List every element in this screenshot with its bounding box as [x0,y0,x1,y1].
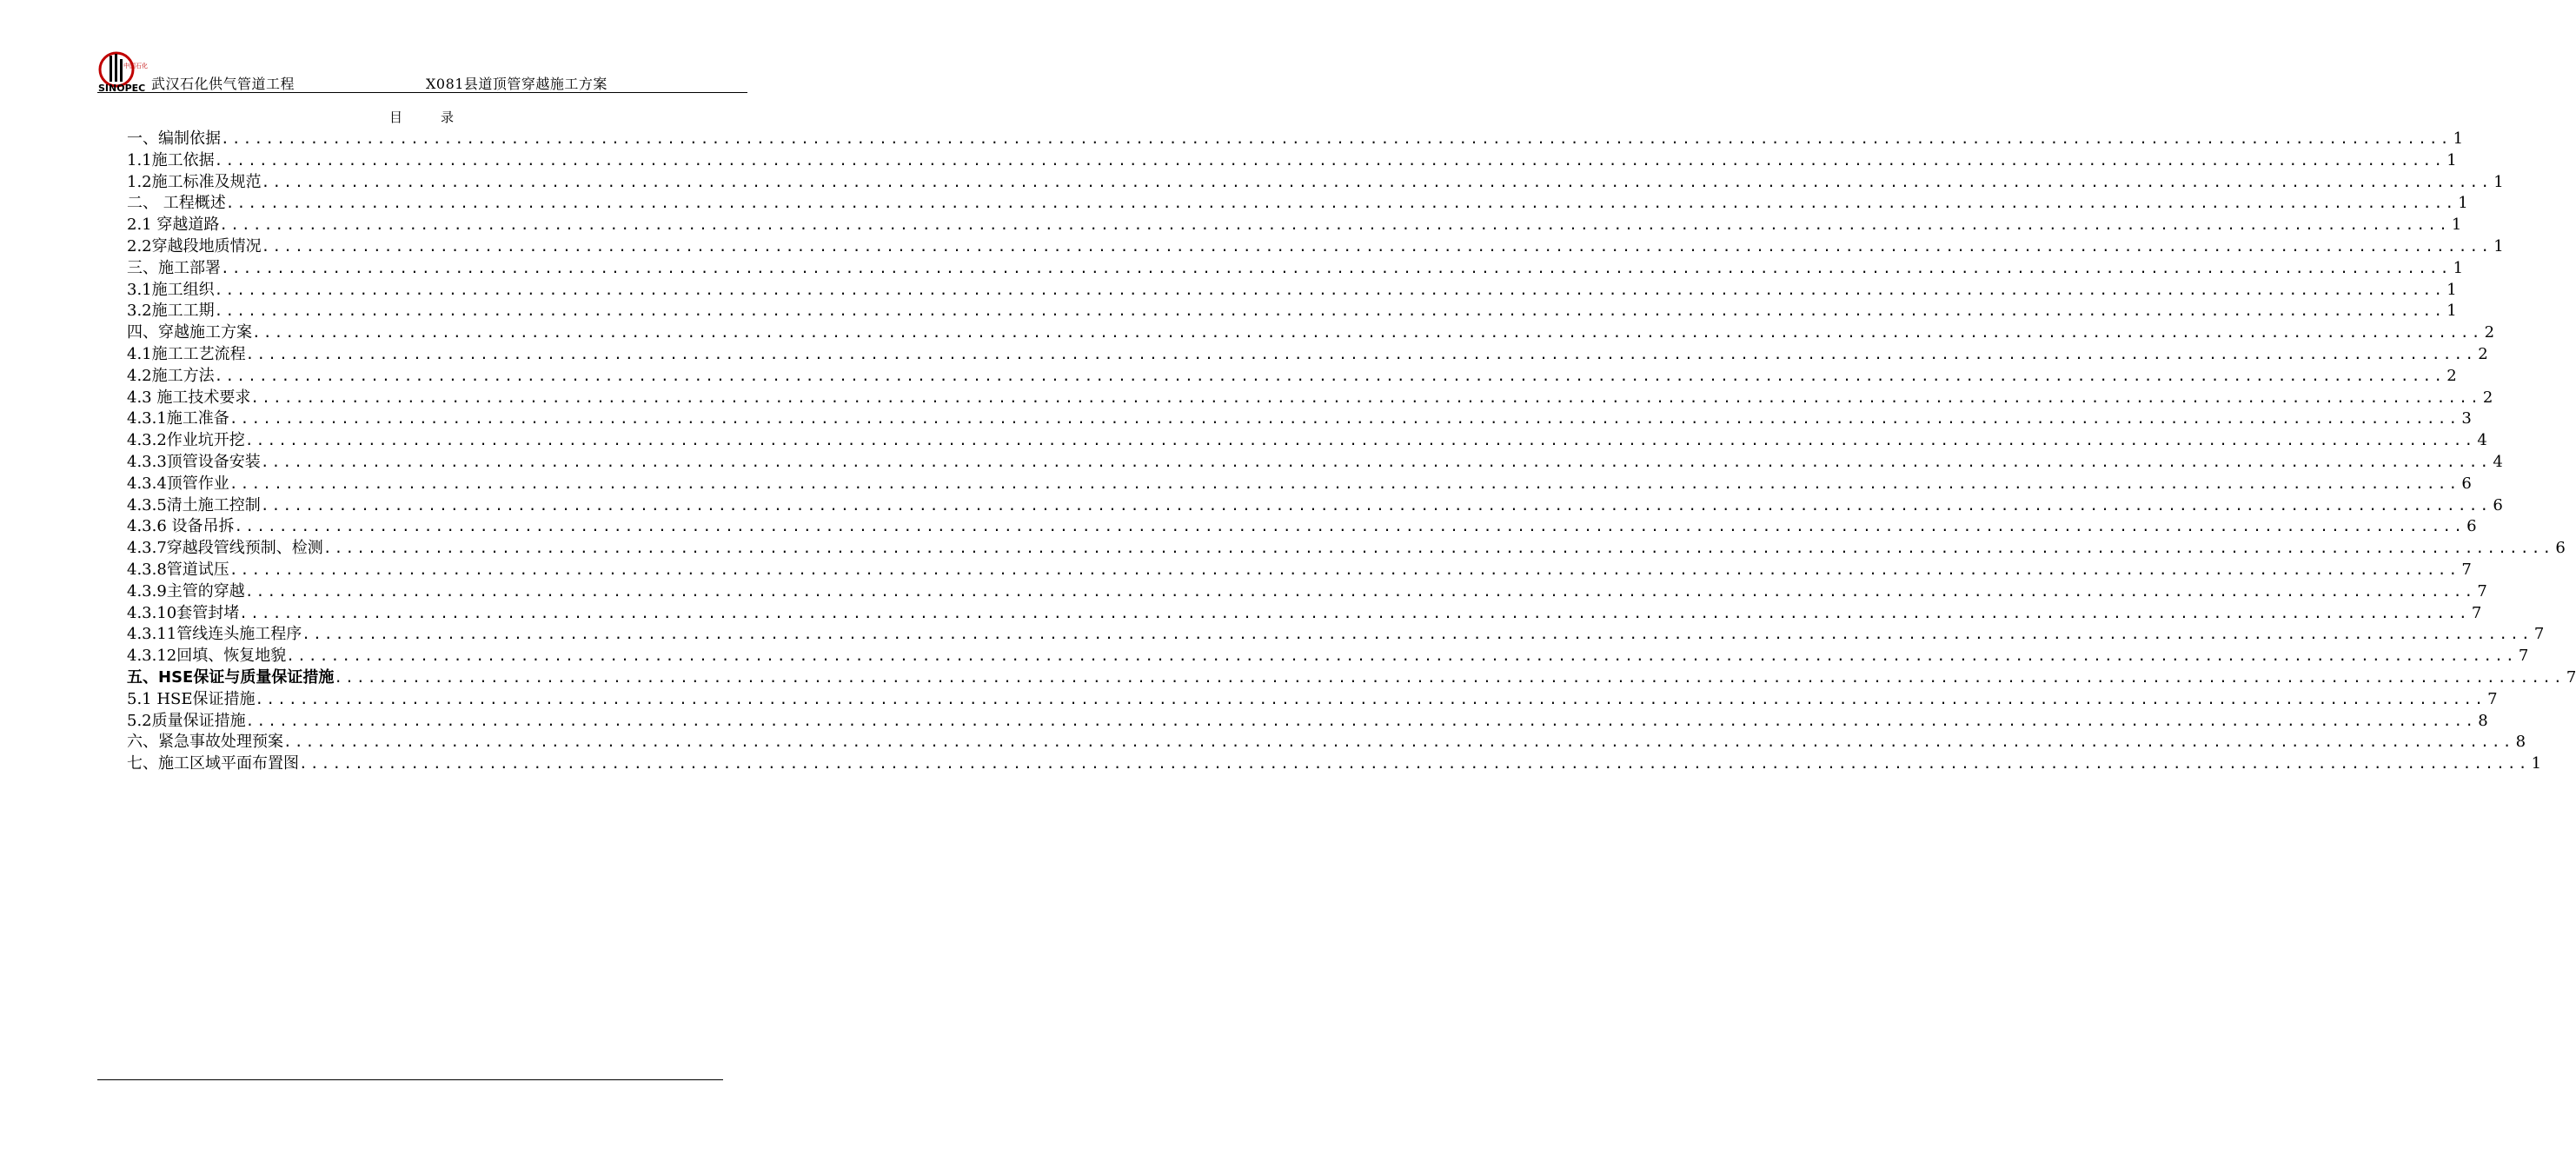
toc-entry-label: 4.3.12回填、恢复地貌 [127,647,287,666]
toc-leader-dots: ........................................................................................................................................................................................................ [239,604,2470,621]
toc-leader-dots: ........................................................................................................................................................................................................ [260,453,2492,470]
toc-entry-label: 1.2施工标准及规范 [127,172,262,191]
toc-page-number: 7 [2533,625,2545,644]
toc-entry-label: 4.3.10套管封堵 [127,603,240,622]
toc-page-number: 1 [2493,172,2504,191]
toc-leader-dots: ........................................................................................................................................................................................................ [322,540,2554,557]
toc-page-number: 2 [2478,344,2488,363]
toc-entry-label: 5.2质量保证措施 [127,711,246,730]
toc-entry-label: 4.3.7穿越段管线预制、检测 [127,539,323,558]
toc-page-number: 1 [2447,302,2457,321]
toc-leader-dots: ........................................................................................................................................................................................................ [214,281,2446,298]
toc-leader-dots: ........................................................................................................................................................................................................ [234,518,2466,535]
toc-entry[interactable] [127,129,2464,150]
toc-page-number: 2 [2447,366,2457,385]
toc-page-number: 7 [2477,581,2487,601]
toc-leader-dots: ........................................................................................................................................................................................................ [283,733,2514,751]
sinopec-logo [97,50,151,92]
toc-leader-dots: ........................................................................................................................................................................................................ [255,690,2486,707]
footer-divider [97,1079,723,1080]
company-name: 武汉石化供气管道工程 [151,76,295,92]
toc-entry[interactable] [127,689,2498,711]
toc-entry-label: 4.3.11管线连头施工程序 [127,625,302,644]
table-of-contents [127,129,2576,775]
toc-page-number: 1 [2493,236,2504,256]
toc-page-number: 2 [2482,388,2493,407]
svg-text:SINOPEC: SINOPEC [98,83,146,94]
toc-leader-dots: ........................................................................................................................................................................................................ [261,237,2493,255]
svg-text:中国石化: 中国石化 [123,63,148,70]
toc-leader-dots: ........................................................................................................................................................................................................ [214,151,2446,169]
toc-entry-label: 3.2施工工期 [127,302,215,321]
toc-leader-dots: ........................................................................................................................................................................................................ [221,130,2452,147]
toc-page-number: 1 [2531,754,2542,773]
toc-page-number: 1 [2453,129,2464,148]
toc-entry[interactable] [127,150,2457,172]
toc-entry-label: 四、穿越施工方案 [127,323,252,342]
toc-entry-label: 4.3.6 设备吊拆 [127,517,235,536]
toc-page-number: 2 [2484,323,2495,342]
toc-leader-dots: ........................................................................................................................................................................................................ [302,626,2533,643]
toc-entry-label: 4.1施工工艺流程 [127,344,246,363]
project-title: X081县道顶管穿越施工方案 [426,76,607,92]
toc-leader-dots: ........................................................................................................................................................................................................ [245,712,2477,729]
toc-entry[interactable] [127,753,2542,775]
toc-entry[interactable] [127,236,2504,258]
toc-page-number: 4 [2493,452,2503,471]
toc-entry[interactable] [127,344,2488,366]
toc-entry[interactable] [127,667,2576,689]
toc-entry-label: 4.3.5清土施工控制 [127,495,261,514]
toc-entry[interactable] [127,366,2457,388]
toc-page-number: 1 [2447,280,2457,299]
toc-entry-label: 1.1施工依据 [127,150,215,169]
toc-leader-dots: ........................................................................................................................................................................................................ [245,345,2477,362]
toc-entry[interactable] [127,732,2526,753]
toc-page-number: 3 [2461,409,2472,428]
toc-leader-dots: ........................................................................................................................................................................................................ [244,582,2476,600]
toc-entry[interactable] [127,624,2545,646]
toc-entry[interactable] [127,474,2472,495]
toc-leader-dots: ........................................................................................................................................................................................................ [219,216,2450,234]
toc-entry-label: 五、HSE保证与质量保证措施 [127,667,335,687]
toc-page-number: 7 [2566,667,2576,687]
toc-entry-label: 二、 工程概述 [127,194,226,213]
toc-page-number: 6 [2555,539,2566,558]
toc-entry-label: 一、编制依据 [127,129,221,148]
toc-entry-label: 4.2施工方法 [127,366,215,385]
toc-entry[interactable] [127,581,2487,603]
toc-entry[interactable] [127,452,2503,474]
toc-entry[interactable] [127,538,2566,560]
toc-entry[interactable] [127,322,2495,344]
toc-page-number: 1 [2447,150,2457,169]
toc-page-number: 7 [2487,689,2498,708]
toc-leader-dots: ........................................................................................................................................................................................................ [214,367,2446,384]
toc-entry-label: 5.1 HSE保证措施 [127,689,256,708]
toc-leader-dots: ........................................................................................................................................................................................................ [299,755,2530,773]
toc-entry[interactable] [127,495,2503,517]
toc-leader-dots: ........................................................................................................................................................................................................ [250,388,2481,406]
toc-entry[interactable] [127,301,2457,322]
toc-entry[interactable] [127,172,2504,194]
toc-entry-label: 4.3.3顶管设备安装 [127,452,261,471]
toc-leader-dots: ........................................................................................................................................................................................................ [334,668,2565,686]
toc-page-number: 6 [2461,474,2472,493]
toc-leader-dots: ........................................................................................................................................................................................................ [286,647,2517,665]
toc-leader-dots: ........................................................................................................................................................................................................ [229,410,2460,428]
toc-page-number: 7 [2461,560,2472,579]
toc-leader-dots: ........................................................................................................................................................................................................ [244,432,2476,449]
toc-title: 目录 [389,110,493,125]
toc-entry-label: 2.2穿越段地质情况 [127,236,262,256]
toc-page-number: 7 [2518,647,2529,666]
toc-entry[interactable] [127,408,2472,430]
toc-page-number: 8 [2478,711,2488,730]
toc-leader-dots: ........................................................................................................................................................................................................ [225,195,2457,212]
toc-entry-label: 4.3.4顶管作业 [127,474,229,493]
toc-entry-label: 三、施工部署 [127,258,221,277]
toc-page-number: 6 [2493,495,2503,514]
toc-entry[interactable] [127,516,2477,538]
toc-entry-label: 2.1 穿越道路 [127,216,220,235]
toc-leader-dots: ........................................................................................................................................................................................................ [229,474,2460,492]
toc-entry-label: 七、施工区域平面布置图 [127,754,299,773]
toc-entry[interactable] [127,646,2529,667]
toc-entry-label: 4.3.2作业坑开挖 [127,431,245,450]
toc-entry[interactable] [127,711,2488,733]
toc-page-number: 1 [2453,258,2464,277]
toc-leader-dots: ........................................................................................................................................................................................................ [214,302,2446,320]
toc-entry[interactable] [127,215,2462,236]
toc-page-number: 1 [2451,216,2462,235]
toc-entry[interactable] [127,430,2487,452]
toc-entry-label: 4.3.8管道试压 [127,560,229,579]
toc-page-number: 4 [2477,431,2487,450]
toc-leader-dots: ........................................................................................................................................................................................................ [252,324,2483,342]
toc-leader-dots: ........................................................................................................................................................................................................ [261,173,2493,190]
toc-entry[interactable] [127,603,2482,625]
toc-entry[interactable] [127,560,2472,581]
toc-leader-dots: ........................................................................................................................................................................................................ [229,561,2460,578]
toc-entry[interactable] [127,258,2464,280]
header-divider [97,92,747,93]
toc-entry-label: 4.3.9主管的穿越 [127,581,245,601]
toc-entry[interactable] [127,280,2457,302]
toc-page-number: 6 [2466,517,2477,536]
toc-entry-label: 3.1施工组织 [127,280,215,299]
page-header [97,50,747,96]
toc-entry[interactable] [127,388,2493,409]
toc-page-number: 8 [2515,733,2526,752]
toc-leader-dots: ........................................................................................................................................................................................................ [221,259,2452,276]
toc-entry-label: 4.3 施工技术要求 [127,388,251,407]
toc-page-number: 7 [2471,603,2482,622]
toc-entry-label: 4.3.1施工准备 [127,409,229,428]
toc-entry-label: 六、紧急事故处理预案 [127,733,283,752]
toc-entry[interactable] [127,193,2468,215]
toc-leader-dots: ........................................................................................................................................................................................................ [260,496,2492,514]
toc-page-number: 1 [2458,194,2468,213]
